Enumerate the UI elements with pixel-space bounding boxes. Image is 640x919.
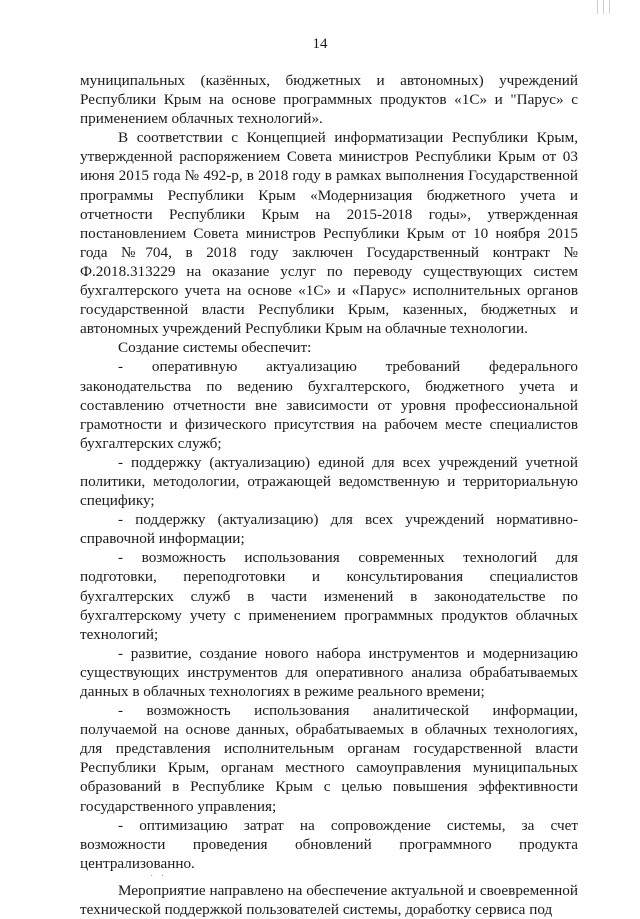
body-text	[80, 71, 578, 919]
list-item: - возможность использования аналитической информации, получаемой на основе данных, обрабатываемых в облачных технологиях, для представления исполнительным органам государственной власти Республики Крым, органам местного самоуправления муниципальных образований в Республике Крым с целью повышения эффективности государственного управления;	[80, 702, 578, 815]
paragraph: В соответствии с Концепцией информатизации Республики Крым, утвержденной распоряжением Совета министров Республики Крым от 03 июня 2015 года № 492-р, в 2018 году в рамках выполнения Государственной программы Республики Крым «Модернизация бюджетного учета и отчетности Республики Крым на 2015-2018 годы», утвержденная постановлением Совета министров Республики Крым от 10 ноября 2015 года №704, в 2018 году заключен Государственный контракт № Ф.2018.313229 на оказание услуг по переводу существующих систем бухгалтерского учета на основе «1С» и «Парус» исполнительных органов государственной власти Республики Крым, казенных, бюджетных и автономных учреждений Республики Крым на облачные технологии.	[80, 129, 578, 338]
paragraph: Мероприятие направлено на обеспечение актуальной и своевременной технической поддержкой пользователей системы, доработку сервиса под	[80, 881, 578, 919]
list-item: - возможность использования современных технологий для подготовки, переподготовки и консультирования специалистов бухгалтерских служб в части изменений в законодательстве по бухгалтерскому учету с применением программных продуктов облачных технологий;	[80, 549, 578, 643]
list-item: - оптимизацию затрат на сопровождение системы, за счет возможности проведения обновлений программного продукта централизованно.	[80, 816, 578, 872]
page-number: 14	[312, 36, 328, 52]
paragraph: муниципальных (казённых, бюджетных и автономных) учреждений Республики Крым на основе программных продуктов «1С» и "Парус» с применением облачных технологий».	[80, 72, 578, 128]
scan-artifact	[603, 0, 604, 14]
scan-artifact: · ·	[150, 871, 165, 882]
scan-artifact	[609, 0, 610, 14]
paragraph: Создание системы обеспечит:	[118, 339, 312, 357]
list-item: - развитие, создание нового набора инструментов и модернизацию существующих инструментов для оперативного анализа обрабатываемых данных в облачных технологиях в режиме реального времени;	[80, 644, 578, 700]
list-item: - поддержку (актуализацию) для всех учреждений нормативно-справочной информации;	[80, 511, 578, 548]
list-item: - оперативную актуализацию требований федерального законодательства по ведению бухгалтерского, бюджетного учета и составлению отчетности вне зависимости от уровня профессиональной грамотности и физического присутствия на рабочем месте специалистов бухгалтерских служб;	[80, 358, 578, 452]
scan-artifact	[597, 0, 598, 14]
list-item: - поддержку (актуализацию) единой для всех учреждений учетной политики, методологии, отражающей ведомственную и территориальную специфику;	[80, 453, 578, 510]
